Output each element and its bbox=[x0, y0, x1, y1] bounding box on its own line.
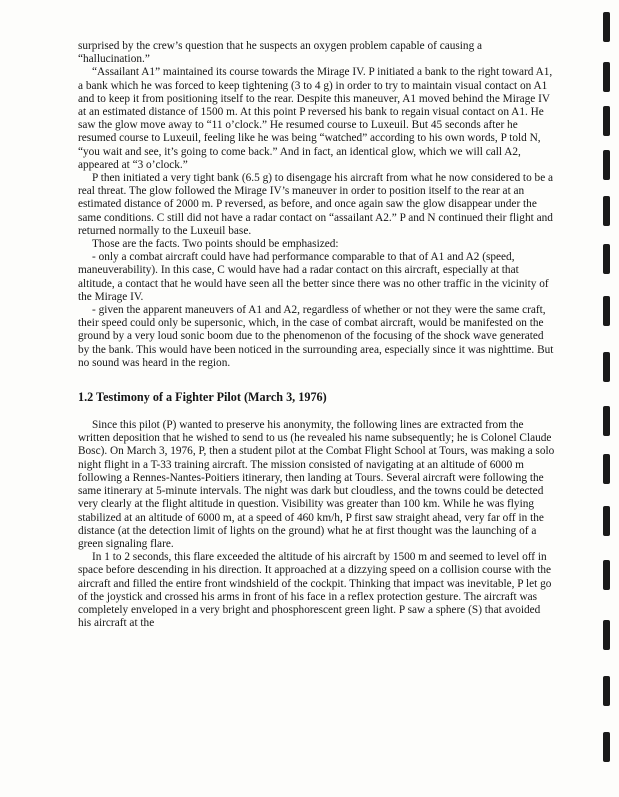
binding-hole bbox=[603, 12, 610, 42]
binding-hole bbox=[603, 620, 610, 650]
paragraph-2: “Assailant A1” maintained its course towards the Mirage IV. P initiated a bank to the right toward A1, a bank which he was forced to keep tightening (3 to 4 g) in order to try to maintain visual contact on A1 and to keep it from positioning itself to the rear. Despite this maneuver, A1 moved behind the Mirage IV at an estimated distance of 1500 m. At this point P reversed his bank to regain visual contact on A1. He saw the glow move away to “11 o’clock.” He resumed course to Luxeuil. But 45 seconds after he resumed course to Luxeuil, feeling like he was being “watched” according to his own words, P told N, “you wait and see, it’s going to come back.” And in fact, an identical glow, which we will call A2, appeared at “3 o’clock.” bbox=[78, 66, 553, 171]
binding-hole bbox=[603, 296, 610, 326]
binding-hole bbox=[603, 506, 610, 536]
binding-hole bbox=[603, 454, 610, 484]
paragraph-6: - given the apparent maneuvers of A1 and A2, regardless of whether or not they were the same craft, their speed could only be supersonic, which, in the case of combat aircraft, would be manifested on the ground by a very loud sonic boom due to the phenomenon of the focusing of the shock wave generated by the bank. This would have been noticed in the surrounding area, especially since it was nighttime. But no sound was heard in the region. bbox=[78, 304, 554, 369]
binding-hole bbox=[603, 676, 610, 706]
paragraph-7: Since this pilot (P) wanted to preserve his anonymity, the following lines are extracted from the written deposition that he wished to send to us (he revealed his name subsequently; he is Colonel Claude Bosc). On March 3, 1976, P, then a student pilot at the Combat Flight School at Tours, was making a solo night flight in a T-33 training aircraft. The mission consisted of navigating at an altitude of 6000 m following a Rennes-Nantes-Poitiers itinerary, then landing at Tours. Several aircraft were following the same itinerary at 5-minute intervals. The night was dark but cloudless, and the towns could be detected very clearly at the flight altitude in question. Visibility was greater than 100 km. While he was flying stabilized at an altitude of 6000 m, at a speed of 460 km/h, P first saw straight ahead, very far off in the distance (at the detection limit of lights on the ground) what he at first thought was the launching of a green signaling flare. bbox=[78, 419, 555, 550]
binding-hole bbox=[603, 106, 610, 136]
binding-hole bbox=[603, 244, 610, 274]
binding-hole bbox=[603, 406, 610, 436]
paragraph-3: P then initiated a very tight bank (6.5 g) to disengage his aircraft from what he now considered to be a real threat. The glow followed the Mirage IV’s maneuver in order to position itself to the rear at an estimated distance of 2000 m. P reversed, as before, and once again saw the glow disappear under the same conditions. C still did not have a radar contact on “assailant A2.” P and N continued their flight and returned normally to the Luxeuil base. bbox=[78, 172, 554, 237]
binding-hole bbox=[603, 62, 610, 92]
document-body bbox=[78, 40, 556, 630]
binding-hole bbox=[603, 560, 610, 590]
binding-hole bbox=[603, 150, 610, 180]
binding-hole bbox=[603, 732, 610, 762]
paragraph-1: surprised by the crew’s question that he suspects an oxygen problem capable of causing a “hallucination.” bbox=[78, 40, 483, 66]
paragraph-5: - only a combat aircraft could have had performance comparable to that of A1 and A2 (speed, maneuverability). In this case, C would have had a radar contact on this aircraft, especially at that altitude, a contact that he would have seen all the better since there was no other traffic in the vicinity of the Mirage IV. bbox=[78, 251, 549, 303]
spiral-binding bbox=[599, 0, 613, 797]
section-heading: 1.2 Testimony of a Fighter Pilot (March 3, 1976) bbox=[78, 390, 327, 405]
paragraph-4: Those are the facts. Two points should be emphasized: bbox=[92, 238, 339, 251]
binding-hole bbox=[603, 352, 610, 382]
paragraph-8: In 1 to 2 seconds, this flare exceeded the altitude of his aircraft by 1500 m and seemed to level off in space before descending in his direction. It approached at a dizzying speed on a collision course with the aircraft and filled the entire front windshield of the cockpit. Thinking that impact was inevitable, P let go of the joystick and crossed his arms in front of his face in a reflex protection gesture. The aircraft was completely enveloped in a very bright and phosphorescent green light. P saw a sphere (S) that avoided his aircraft at the bbox=[78, 551, 552, 630]
binding-hole bbox=[603, 196, 610, 226]
